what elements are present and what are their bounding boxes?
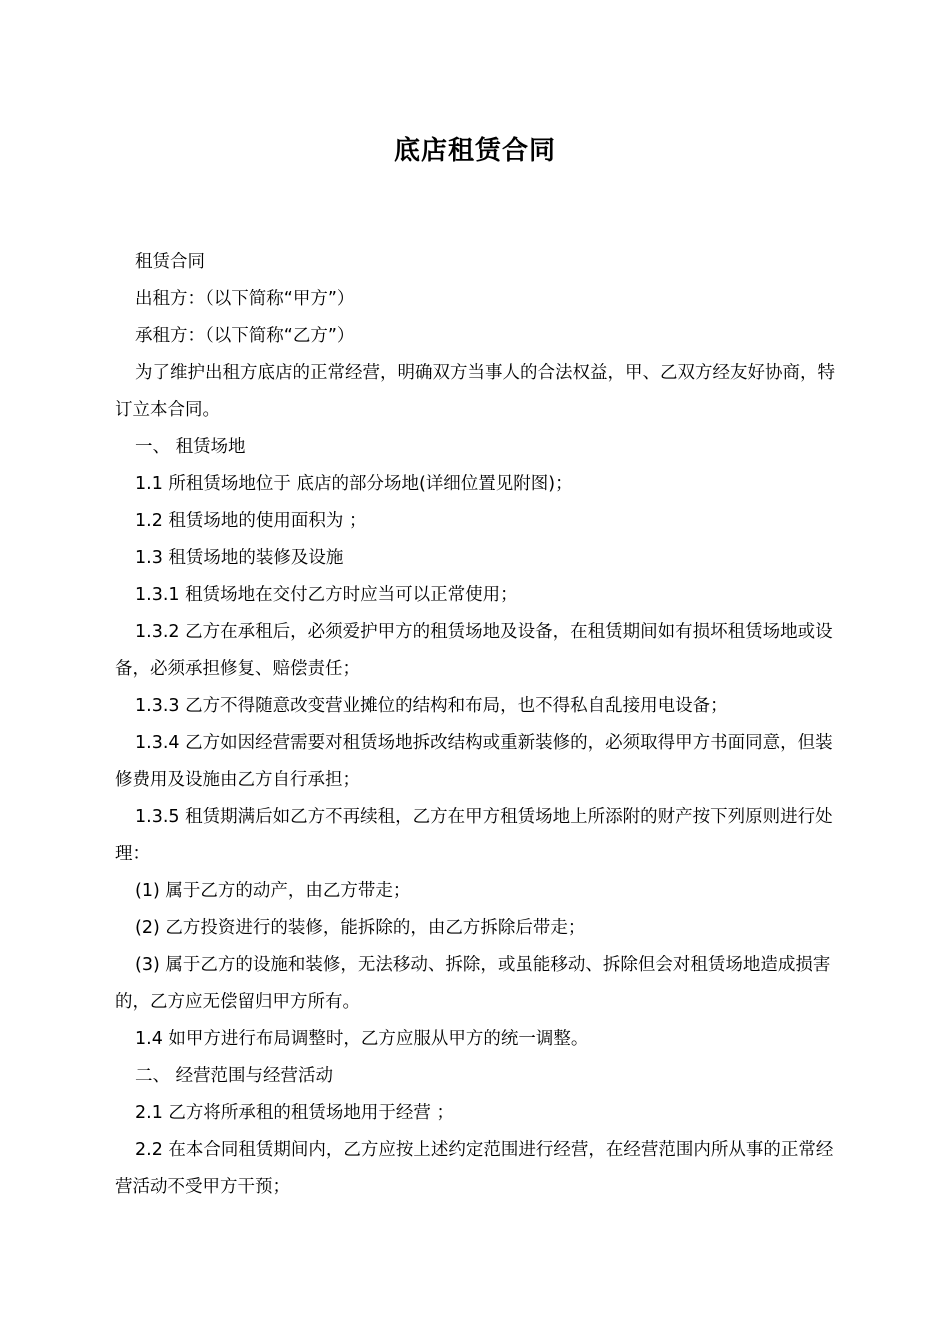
clause-1-3-4: 1.3.4 乙方如因经营需要对租赁场地拆改结构或重新装修的，必须取得甲方书面同意，但装修费用及设施由乙方自行承担；: [115, 733, 833, 790]
document-title: 底店租赁合同: [393, 136, 556, 166]
paragraph-preamble: 为了维护出租方底店的正常经营，明确双方当事人的合法权益，甲、乙双方经友好协商，特订立本合同。: [115, 363, 835, 420]
clause-item-2: (2) 乙方投资进行的装修，能拆除的，由乙方拆除后带走；: [135, 918, 586, 938]
paragraph-lessee: 承租方：（以下简称“乙方”）: [135, 326, 355, 346]
paragraph-heading-contract: 租赁合同: [135, 252, 205, 272]
clause-2-2: 2.2 在本合同租赁期间内，乙方应按上述约定范围进行经营，在经营范围内所从事的正常经营活动不受甲方干预；: [115, 1140, 834, 1197]
clause-1-4: 1.4 如甲方进行布局调整时，乙方应服从甲方的统一调整。: [135, 1029, 589, 1049]
clause-1-3-1: 1.3.1 租赁场地在交付乙方时应当可以正常使用；: [135, 585, 518, 605]
clause-1-3-5: 1.3.5 租赁期满后如乙方不再续租，乙方在甲方租赁场地上所添附的财产按下列原则进行处理：: [115, 807, 833, 864]
section-heading-1: 一、 租赁场地: [135, 437, 246, 457]
document-body: [115, 244, 840, 1206]
clause-1-3-2: 1.3.2 乙方在承租后，必须爱护甲方的租赁场地及设备，在租赁期间如有损坏租赁场地或设备，必须承担修复、赔偿责任；: [115, 622, 833, 679]
clause-1-3: 1.3 租赁场地的装修及设施: [135, 548, 344, 568]
paragraph-lessor: 出租方：（以下简称“甲方”）: [135, 289, 355, 309]
clause-item-3: (3) 属于乙方的设施和装修，无法移动、拆除，或虽能移动、拆除但会对租赁场地造成损害的，乙方应无偿留归甲方所有。: [115, 955, 831, 1012]
clause-1-2: 1.2 租赁场地的使用面积为 ；: [135, 511, 367, 531]
clause-1-1: 1.1 所租赁场地位于 底店的部分场地(详细位置见附图)；: [135, 474, 573, 494]
clause-item-1: (1) 属于乙方的动产，由乙方带走；: [135, 881, 411, 901]
section-heading-2: 二、 经营范围与经营活动: [135, 1066, 334, 1086]
clause-2-1: 2.1 乙方将所承租的租赁场地用于经营 ；: [135, 1103, 454, 1123]
clause-1-3-3: 1.3.3 乙方不得随意改变营业摊位的结构和布局，也不得私自乱接用电设备；: [135, 696, 728, 716]
